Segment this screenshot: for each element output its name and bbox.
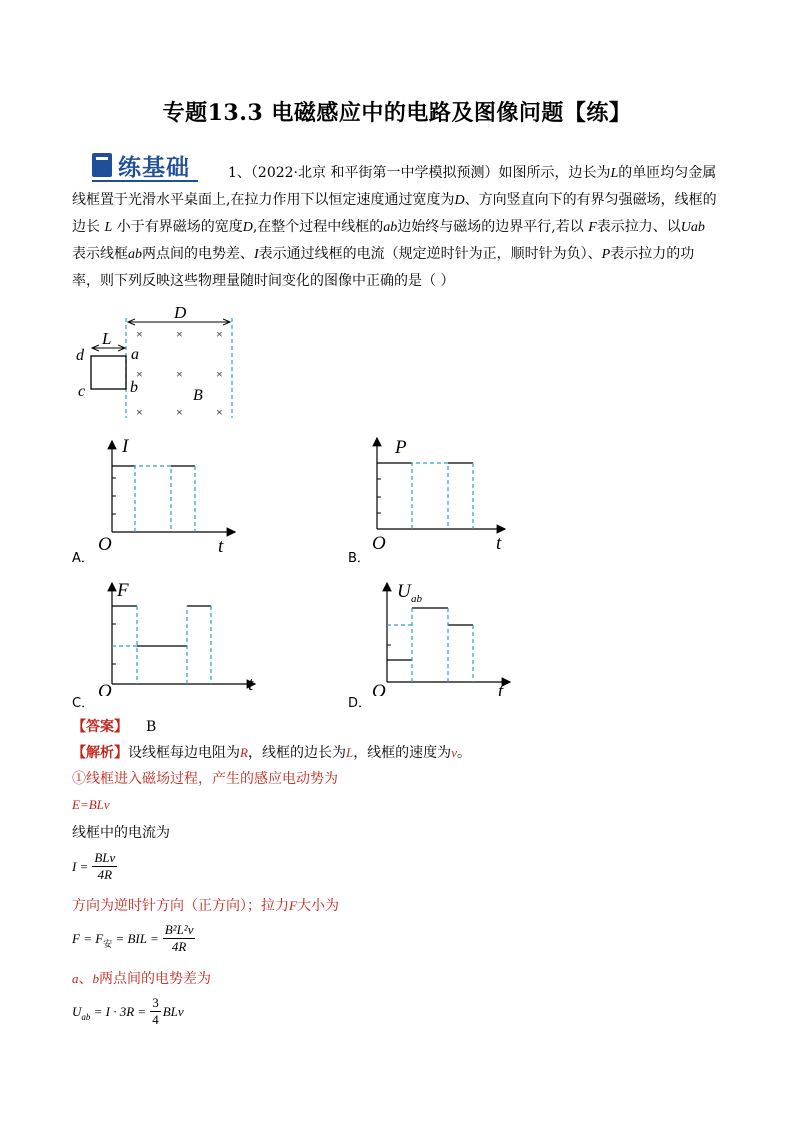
q-text: 线框置于光滑水平桌面上,在拉力作用下以恒定速度通过宽度为 <box>72 192 455 208</box>
question-line-2 <box>72 187 717 215</box>
label-D: D <box>174 303 187 322</box>
question-line-3 <box>72 214 705 242</box>
label-B: B <box>193 387 203 404</box>
eq-sub: 安 <box>103 939 113 949</box>
eq-num: BLv <box>94 850 116 865</box>
force-equation <box>72 922 195 955</box>
cross-mark: × <box>216 367 223 381</box>
a-text: 。 <box>456 745 471 761</box>
question-source: （2022·北京 和平街第一中学模拟预测） <box>250 165 499 181</box>
q-var: D <box>454 193 465 208</box>
q-text: ,在整个过程中线框的 <box>252 219 384 235</box>
voltage-equation <box>72 995 184 1028</box>
answer-value: B <box>146 719 157 735</box>
option-a-graph <box>95 436 240 554</box>
answer-label: 【答案】 <box>72 719 128 735</box>
y-label: I <box>122 436 129 457</box>
label-d: d <box>76 347 84 364</box>
field-cross-marks <box>136 327 223 419</box>
a-text: 大小为 <box>296 898 339 914</box>
a-var: F <box>289 898 297 913</box>
x-label: t <box>248 674 254 695</box>
label-b: b <box>130 379 138 396</box>
option-b-label[interactable]: B． <box>348 551 370 566</box>
label-a: a <box>131 346 139 363</box>
q-text: 小于有界磁场的宽度 <box>116 219 243 235</box>
cross-mark: × <box>136 327 143 341</box>
dashed-guide <box>412 463 448 529</box>
a-text: 设线框每边电阻为 <box>128 745 240 761</box>
y-label-sub: ab <box>411 593 422 605</box>
origin-label: O <box>372 533 386 551</box>
wire-loop <box>91 356 126 389</box>
q-var: F <box>588 220 597 235</box>
option-c-label[interactable]: C． <box>72 696 95 711</box>
x-label: t <box>498 681 504 696</box>
y-label: F <box>117 580 129 601</box>
eq-mid: = I · 3R = <box>90 1003 147 1019</box>
q-text: 、方向竖直向下的有界匀强磁场，线框的 <box>464 192 717 208</box>
x-label: t <box>218 536 224 554</box>
x-label: t <box>496 533 502 551</box>
dashed-guide <box>135 466 171 532</box>
cross-mark: × <box>176 327 183 341</box>
a-text: ，线框的速度为 <box>353 745 452 761</box>
q-var: L <box>610 166 619 181</box>
cross-mark: × <box>136 405 143 419</box>
book-icon <box>92 153 112 177</box>
a-text: 、 <box>78 971 93 987</box>
q-var: L <box>104 220 113 235</box>
answer-line <box>72 714 156 740</box>
origin-label: O <box>98 681 112 696</box>
ab-voltage-line <box>72 966 211 992</box>
a-var: a <box>72 971 79 986</box>
magnetic-field-figure <box>70 300 250 425</box>
a-var: L <box>345 745 354 760</box>
eq-lhs: U <box>72 1003 82 1019</box>
origin-label: O <box>98 534 112 554</box>
a-text: 两点间的电势差为 <box>99 971 211 987</box>
eq-den: 4R <box>171 939 187 954</box>
badge-underline <box>92 180 198 182</box>
eq-tail: BLv <box>162 1003 184 1019</box>
q-var: D <box>242 220 253 235</box>
option-a-label[interactable]: A． <box>72 551 94 566</box>
y-label: P <box>395 437 407 458</box>
q-text: 表示线框 <box>72 246 128 262</box>
option-c-graph <box>95 578 265 696</box>
question-line-1 <box>228 160 716 188</box>
question-line-4 <box>72 241 694 269</box>
label-c: c <box>78 383 86 400</box>
q-text: 的单匝均匀金属 <box>618 165 717 181</box>
a-var: v <box>451 745 457 760</box>
q-text: 如图所示，边长为 <box>498 165 611 181</box>
eq-lhs: I = <box>72 858 89 874</box>
option-d-graph <box>360 578 515 696</box>
q-var: P <box>601 247 611 262</box>
analysis-step-1: ①线框进入磁场过程，产生的感应电动势为 <box>72 771 338 787</box>
cross-mark: × <box>176 367 183 381</box>
q-var: ab <box>383 220 398 235</box>
current-equation <box>72 850 117 883</box>
q-text: 表示拉力的功 <box>610 246 695 262</box>
eq-den: 4R <box>97 867 113 882</box>
eq-num: 3 <box>152 995 159 1010</box>
origin-label: O <box>372 681 386 696</box>
q-var: ab <box>128 247 142 262</box>
emf-equation: E=BLv <box>72 797 110 812</box>
a-var: b <box>92 971 99 986</box>
cross-mark: × <box>176 405 183 419</box>
analysis-label: 【解析】 <box>72 745 128 761</box>
current-label: 线框中的电流为 <box>72 825 170 841</box>
section-badge <box>92 150 190 180</box>
label-L: L <box>102 329 112 348</box>
q-text: 两点间的电势差、 <box>142 246 254 262</box>
eq-sub: ab <box>81 1011 91 1022</box>
option-d-label[interactable]: D． <box>348 696 372 711</box>
page-title: 专题13.3 电磁感应中的电路及图像问题【练】 <box>162 100 632 126</box>
q-text: 边长 <box>72 219 100 235</box>
cross-mark: × <box>136 367 143 381</box>
q-text: 表示通过线框的电流（规定逆时针为正，顺时针为负）、 <box>258 246 602 262</box>
q-text: 边始终与磁场的边界平行,若以 <box>397 219 584 235</box>
option-b-graph <box>360 433 510 551</box>
a-text: 方向为逆时针方向（正方向）；拉力 <box>72 898 289 914</box>
q-text: 表示拉力、以 <box>596 219 681 235</box>
a-var: R <box>240 745 248 760</box>
direction-line <box>72 893 339 919</box>
eq-lhs: F = F <box>72 930 104 946</box>
analysis-intro <box>72 740 471 766</box>
question-line-5: 率，则下列反映这些物理量随时间变化的图像中正确的是（ ） <box>72 273 455 289</box>
cross-mark: × <box>216 327 223 341</box>
q-var: Uab <box>680 220 705 235</box>
eq-mid: = BIL = <box>112 930 159 946</box>
eq-den: 4 <box>152 1012 159 1027</box>
a-text: ，线框的边长为 <box>247 745 346 761</box>
q-var: I <box>254 247 259 262</box>
section-badge-label: 练基础 <box>118 154 190 181</box>
eq-num: B²L²v <box>164 922 194 937</box>
y-label: U <box>397 581 411 602</box>
question-number: 1、 <box>228 165 251 181</box>
cross-mark: × <box>216 405 223 419</box>
